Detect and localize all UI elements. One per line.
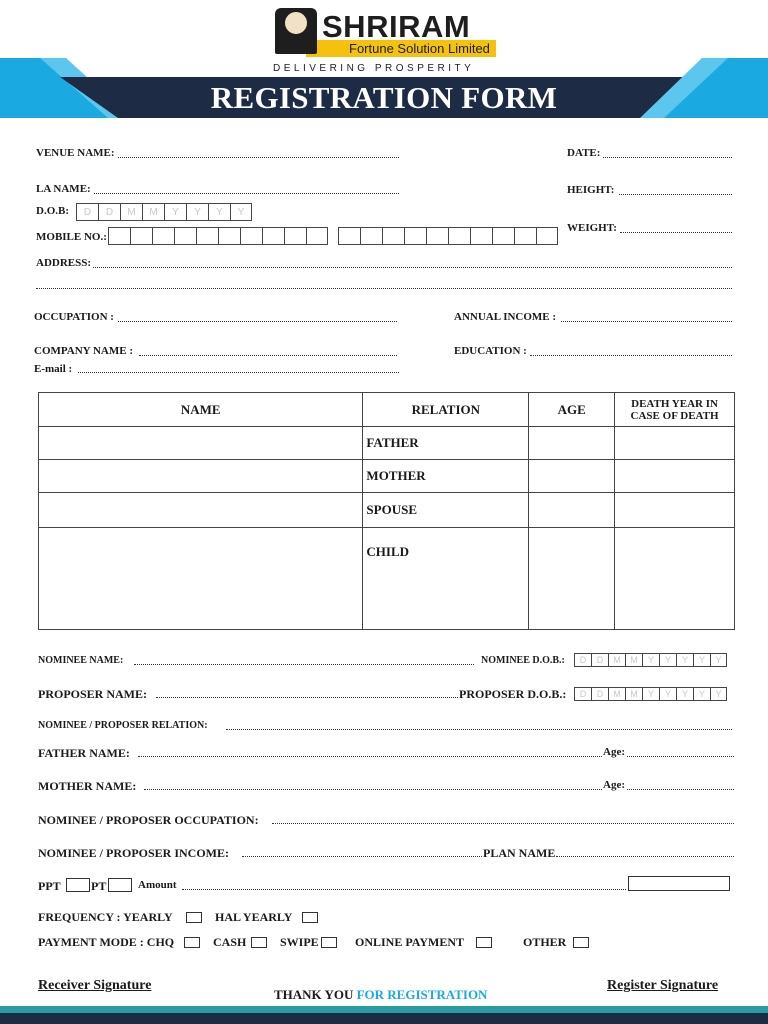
thank-you-part1: THANK YOU: [274, 987, 354, 1002]
col-age: AGE: [529, 393, 615, 427]
la-name-field[interactable]: [94, 193, 399, 194]
half-yearly-label: HAL YEARLY: [215, 910, 293, 924]
occupation2-label: NOMINEE / PROPOSER OCCUPATION:: [38, 813, 259, 827]
footer-stripe-navy: [0, 1013, 768, 1024]
dob-label: D.O.B:: [36, 205, 69, 217]
table-row: [39, 460, 735, 493]
dob-box[interactable]: D: [76, 203, 98, 221]
brand-subtitle: Fortune Solution Limited: [349, 41, 490, 56]
chq-checkbox[interactable]: [184, 937, 200, 948]
email-field[interactable]: [78, 372, 399, 373]
address-label: ADDRESS:: [36, 257, 92, 269]
cash-checkbox[interactable]: [251, 937, 267, 948]
death-year-cell[interactable]: [615, 493, 735, 528]
brand-name: SHRIRAM: [322, 9, 471, 44]
plan-name-field[interactable]: [556, 856, 734, 857]
income-label: NOMINEE / PROPOSER INCOME:: [38, 846, 230, 860]
father-age-label: Age:: [603, 746, 625, 758]
yearly-checkbox[interactable]: [186, 912, 202, 923]
relation-field[interactable]: [226, 729, 732, 730]
death-year-cell[interactable]: [615, 528, 735, 630]
mobile-label: MOBILE NO.:: [36, 231, 107, 243]
venue-name-field[interactable]: [118, 157, 399, 158]
pt-label: PT: [91, 879, 107, 893]
proposer-dob-label: PROPOSER D.O.B.:: [459, 687, 567, 701]
income-field[interactable]: [242, 856, 482, 857]
half-yearly-checkbox[interactable]: [302, 912, 318, 923]
payment-mode-label: PAYMENT MODE : CHQ: [38, 935, 175, 949]
register-signature: Register Signature: [607, 978, 719, 993]
dob-box[interactable]: Y: [208, 203, 230, 221]
mother-name-field[interactable]: [144, 789, 602, 790]
nominee-dob-label: NOMINEE D.O.B.:: [481, 655, 565, 666]
dob-box[interactable]: M: [142, 203, 164, 221]
occupation2-field[interactable]: [272, 823, 734, 824]
name-cell[interactable]: [39, 427, 363, 460]
amount-box[interactable]: [628, 876, 730, 891]
online-payment-label: ONLINE PAYMENT: [355, 935, 465, 949]
col-name: NAME: [39, 393, 363, 427]
father-name-label: FATHER NAME:: [38, 746, 130, 760]
nominee-dob-boxes[interactable]: D D M M Y Y Y Y Y: [574, 653, 727, 667]
pt-box[interactable]: [108, 878, 132, 892]
father-name-field[interactable]: [138, 756, 602, 757]
nominee-name-label: NOMINEE NAME:: [38, 655, 124, 666]
mobile-boxes-1[interactable]: [108, 227, 328, 245]
proposer-dob-boxes[interactable]: D D M M Y Y Y Y Y: [574, 687, 727, 701]
age-cell[interactable]: [529, 460, 615, 493]
amount-field[interactable]: [182, 889, 626, 890]
thank-you-text: [274, 987, 487, 1003]
date-field[interactable]: [603, 157, 732, 158]
form-title: REGISTRATION FORM: [210, 80, 558, 115]
company-name-field[interactable]: [139, 355, 397, 356]
mobile-boxes-2[interactable]: [338, 227, 558, 245]
annual-income-field[interactable]: [561, 321, 732, 322]
name-cell[interactable]: [39, 493, 363, 528]
tagline: DELIVERING PROSPERITY: [273, 63, 475, 74]
family-table: [38, 392, 735, 630]
address-field-line2[interactable]: [36, 288, 732, 289]
death-year-cell[interactable]: [615, 460, 735, 493]
swipe-checkbox[interactable]: [321, 937, 337, 948]
relation-label: NOMINEE / PROPOSER RELATION:: [38, 720, 208, 731]
age-cell[interactable]: [529, 528, 615, 630]
col-death-year: DEATH YEAR IN CASE OF DEATH: [615, 393, 735, 427]
proposer-name-field[interactable]: [156, 697, 458, 698]
mascot-head-icon: [283, 10, 309, 36]
weight-label: WEIGHT:: [567, 222, 617, 234]
age-cell[interactable]: [529, 427, 615, 460]
col-relation: RELATION: [363, 393, 529, 427]
occupation-field[interactable]: [118, 321, 397, 322]
cash-label: CASH: [213, 935, 247, 949]
death-year-cell[interactable]: [615, 427, 735, 460]
amount-label: Amount: [138, 879, 177, 891]
date-label: DATE:: [567, 147, 601, 159]
weight-field[interactable]: [620, 232, 732, 233]
annual-income-label: ANNUAL INCOME :: [454, 311, 557, 323]
other-label: OTHER: [523, 935, 567, 949]
address-field[interactable]: [93, 267, 732, 268]
dob-boxes[interactable]: [76, 203, 252, 221]
relation-cell: CHILD: [363, 528, 529, 630]
thank-you-part2: FOR REGISTRATION: [356, 987, 488, 1002]
footer-stripe-teal: [0, 1006, 768, 1013]
mother-name-label: MOTHER NAME:: [38, 779, 137, 793]
la-name-label: LA NAME:: [36, 183, 91, 195]
relation-cell: SPOUSE: [363, 493, 529, 528]
other-checkbox[interactable]: [573, 937, 589, 948]
frequency-label: FREQUENCY : YEARLY: [38, 910, 173, 924]
email-label: E-mail :: [34, 363, 73, 375]
table-row: [39, 528, 735, 630]
dob-box[interactable]: D: [98, 203, 120, 221]
swipe-label: SWIPE: [280, 935, 319, 949]
plan-name-label: PLAN NAME: [483, 846, 556, 860]
dob-box[interactable]: M: [120, 203, 142, 221]
education-field[interactable]: [530, 355, 732, 356]
online-payment-checkbox[interactable]: [476, 937, 492, 948]
father-age-field[interactable]: [627, 756, 734, 757]
company-name-label: COMPANY NAME :: [34, 345, 133, 357]
dob-box[interactable]: Y: [186, 203, 208, 221]
dob-box[interactable]: Y: [164, 203, 186, 221]
venue-name-label: VENUE NAME:: [36, 147, 115, 159]
name-cell[interactable]: [39, 528, 363, 630]
mother-age-label: Age:: [603, 779, 625, 791]
nominee-name-field[interactable]: [134, 664, 474, 665]
ppt-box[interactable]: [66, 878, 90, 892]
height-field[interactable]: [619, 194, 732, 195]
occupation-label: OCCUPATION :: [34, 311, 114, 323]
ppt-label: PPT: [38, 879, 61, 893]
name-cell[interactable]: [39, 460, 363, 493]
height-label: HEIGHT:: [567, 184, 615, 196]
dob-box[interactable]: Y: [230, 203, 252, 221]
education-label: EDUCATION :: [454, 345, 527, 357]
table-row: [39, 427, 735, 460]
proposer-name-label: PROPOSER NAME:: [38, 687, 147, 701]
mother-age-field[interactable]: [627, 789, 734, 790]
receiver-signature: Receiver Signature: [38, 978, 152, 993]
relation-cell: MOTHER: [363, 460, 529, 493]
relation-cell: FATHER: [363, 427, 529, 460]
age-cell[interactable]: [529, 493, 615, 528]
table-row: [39, 493, 735, 528]
